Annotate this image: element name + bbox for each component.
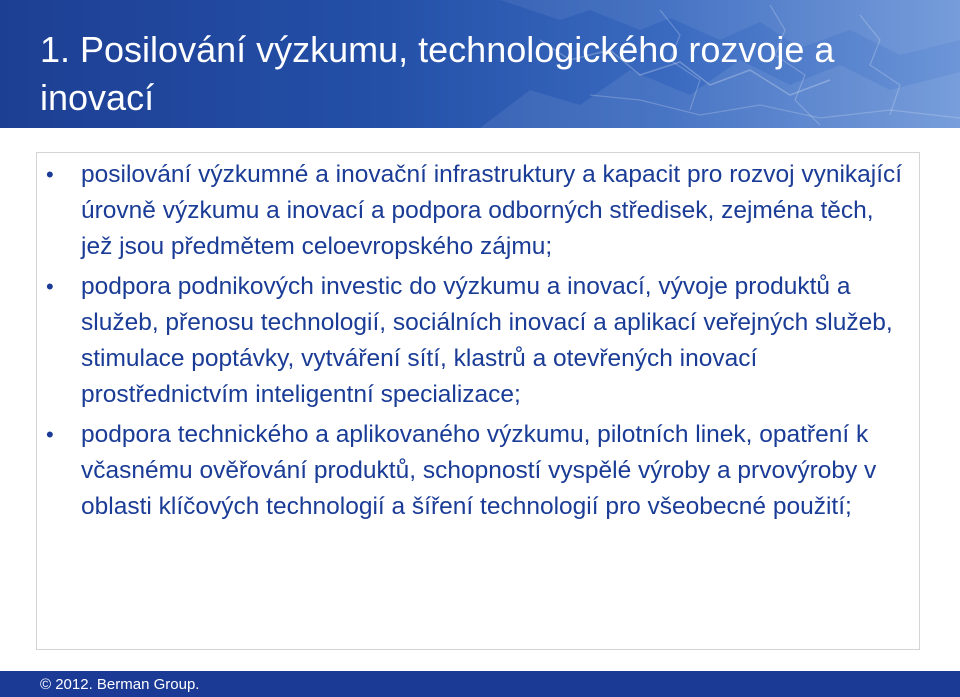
slide-title: 1. Posilování výzkumu, technologického rozvoje a inovací (40, 29, 835, 118)
bullet-item-3 (46, 417, 911, 525)
bullet-dot-icon: • (46, 162, 54, 187)
bullet-dot-icon: • (46, 274, 54, 299)
bullet-dot-icon: • (46, 422, 54, 447)
bullet-text: posilování výzkumné a inovační infrastruktury a kapacit pro rozvoj vynikající úrovně výzkumu a inovací a podpora odborných středisek, zejména těch, jež jsou předmětem celoevropského zájmu; (81, 161, 903, 260)
slide-footer (0, 671, 960, 697)
copyright-text: © 2012. Berman Group. (40, 676, 200, 693)
bullet-text: podpora podnikových investic do výzkumu a inovací, vývoje produktů a služeb, přenosu technologií, sociálních inovací a aplikací veřejných služeb, stimulace poptávky, vytváření sítí, klastrů a otevřených inovací prostřednictvím inteligentní specializace; (81, 273, 893, 408)
bullet-text: podpora technického a aplikovaného výzkumu, pilotních linek, opatření k včasnému ověřování produktů, schopností vyspělé výroby a prvovýroby v oblasti klíčových technologií a šíření technologií pro všeobecné použití; (81, 421, 877, 520)
slide-header (0, 0, 960, 128)
bullet-list (46, 157, 911, 529)
bullet-item-2 (46, 269, 911, 413)
bullet-item-1 (46, 157, 911, 265)
content-box (36, 152, 920, 650)
